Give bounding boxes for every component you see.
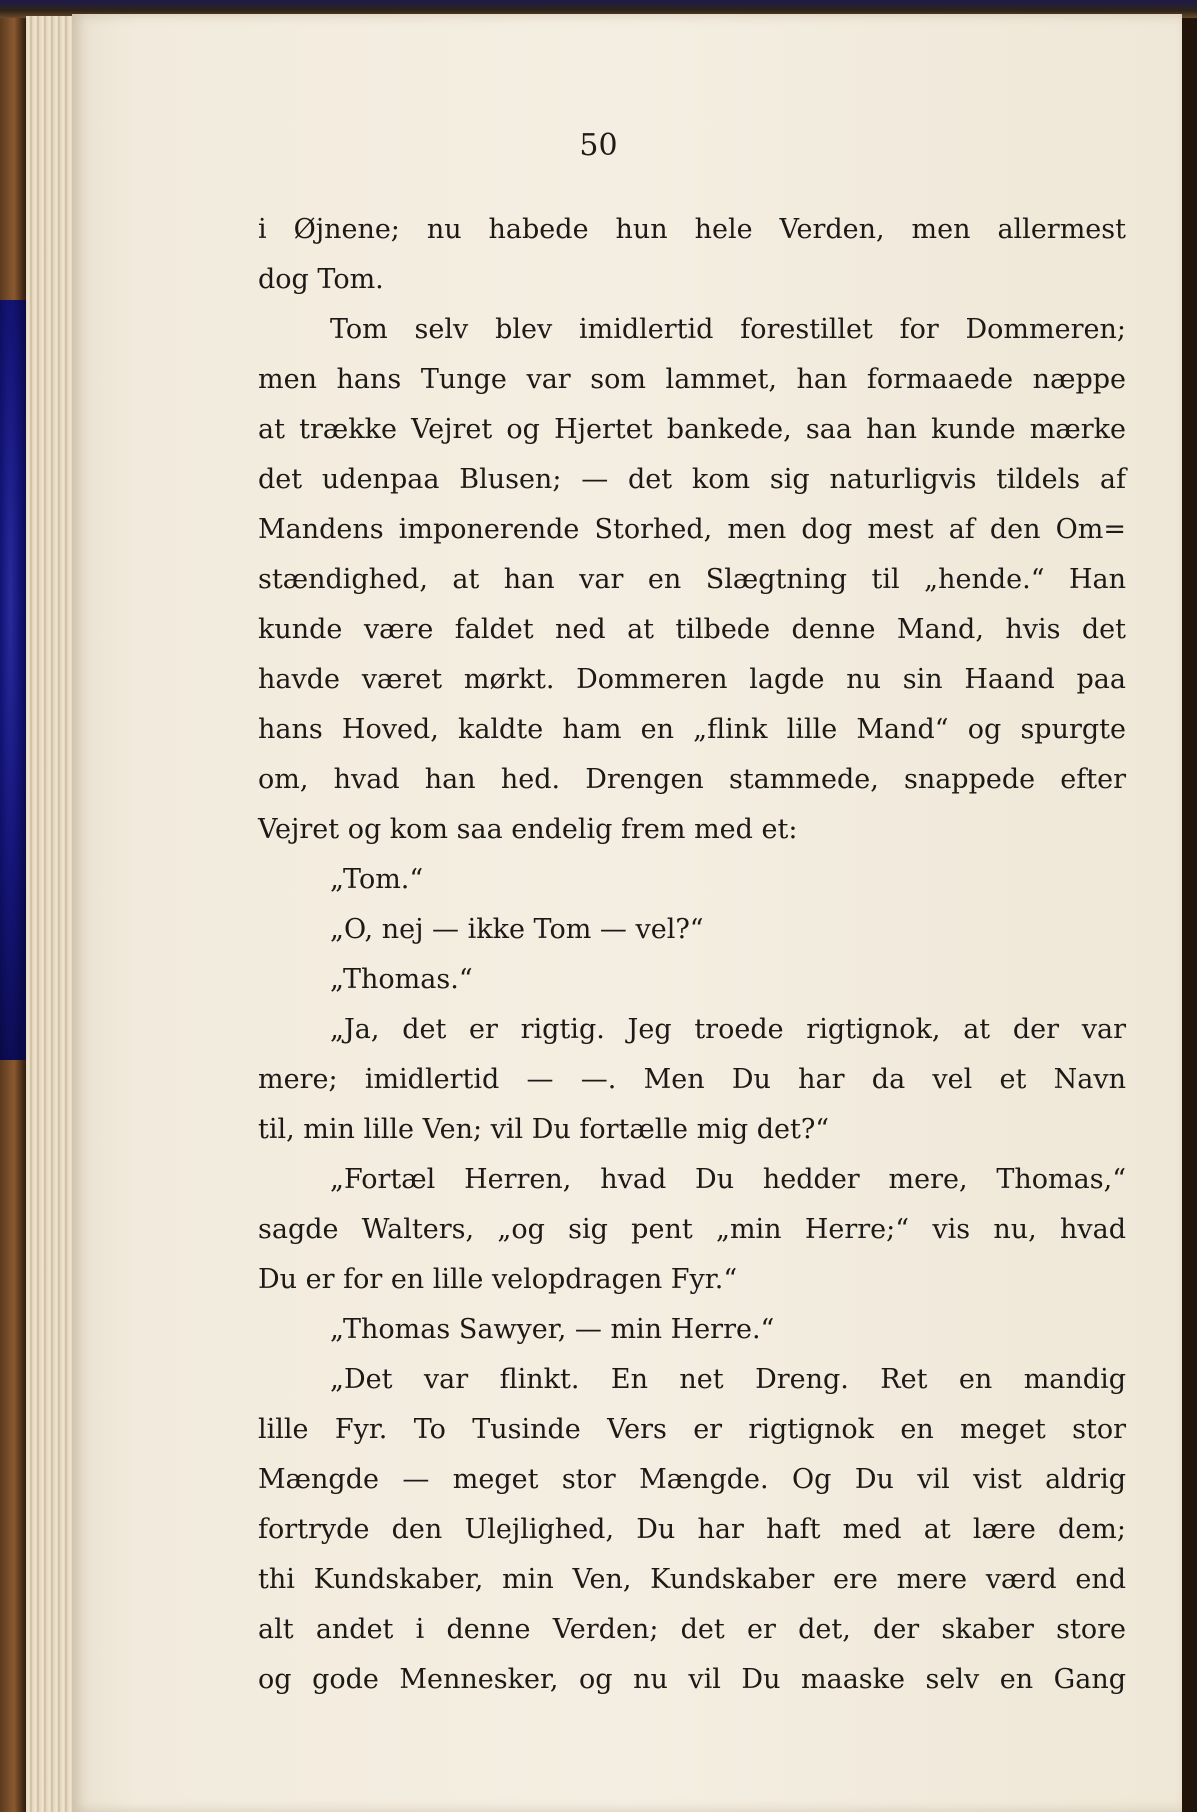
text-line: til, min lille Ven; vil Du fortælle mig det?“ [258, 1114, 830, 1145]
body-text [258, 205, 1126, 1705]
text-line: alt andet i denne Verden; det er det, der skaber store [258, 1614, 1126, 1645]
text-line: og gode Mennesker, og nu vil Du maaske selv en Gang [258, 1664, 1126, 1695]
text-line: sagde Walters, „og sig pent „min Herre;“ vis nu, hvad [258, 1214, 1126, 1245]
text-line: „O, nej — ikke Tom — vel?“ [330, 914, 704, 945]
text-line: det udenpaa Blusen; — det kom sig naturligvis tildels af [258, 464, 1126, 495]
text-line: „Fortæl Herren, hvad Du hedder mere, Thomas,“ [330, 1164, 1126, 1195]
text-line: thi Kundskaber, min Ven, Kundskaber ere mere værd end [258, 1564, 1126, 1595]
text-line: havde været mørkt. Dommeren lagde nu sin Haand paa [258, 664, 1126, 695]
text-line: Tom selv blev imidlertid forestillet for Dommeren; [330, 314, 1126, 345]
text-line: mere; imidlertid — —. Men Du har da vel et Navn [258, 1064, 1126, 1095]
page-number: 50 [579, 128, 618, 163]
text-line: stændighed, at han var en Slægtning til „hende.“ Han [258, 564, 1126, 595]
text-line: Mandens imponerende Storhed, men dog mest af den Om= [258, 514, 1126, 545]
cover-cloth [0, 300, 26, 1060]
page-edges [26, 16, 74, 1812]
text-line: lille Fyr. To Tusinde Vers er rigtignok en meget stor [258, 1414, 1126, 1445]
text-line: i Øjnene; nu habede hun hele Verden, men allermest [258, 214, 1126, 245]
text-line: „Det var flinkt. En net Dreng. Ret en mandig [330, 1364, 1126, 1395]
text-line: kunde være faldet ned at tilbede denne Mand, hvis det [258, 614, 1126, 645]
text-line: Vejret og kom saa endelig frem med et: [258, 814, 798, 845]
text-line: fortryde den Ulejlighed, Du har haft med at lære dem; [258, 1514, 1126, 1545]
text-line: Du er for en lille velopdragen Fyr.“ [258, 1264, 738, 1295]
text-line: dog Tom. [258, 264, 384, 295]
text-line: om, hvad han hed. Drengen stammede, snappede efter [258, 764, 1126, 795]
text-line: „Thomas.“ [330, 964, 473, 995]
text-line: Mængde — meget stor Mængde. Og Du vil vist aldrig [258, 1464, 1126, 1495]
text-line: „Thomas Sawyer, — min Herre.“ [330, 1314, 775, 1345]
text-line: „Ja, det er rigtig. Jeg troede rigtignok, at der var [330, 1014, 1126, 1045]
text-line: hans Hoved, kaldte ham en „flink lille Mand“ og spurgte [258, 714, 1126, 745]
text-line: „Tom.“ [330, 864, 424, 895]
text-line: men hans Tunge var som lammet, han formaaede næppe [258, 364, 1126, 395]
text-line: at trække Vejret og Hjertet bankede, saa han kunde mærke [258, 414, 1126, 445]
